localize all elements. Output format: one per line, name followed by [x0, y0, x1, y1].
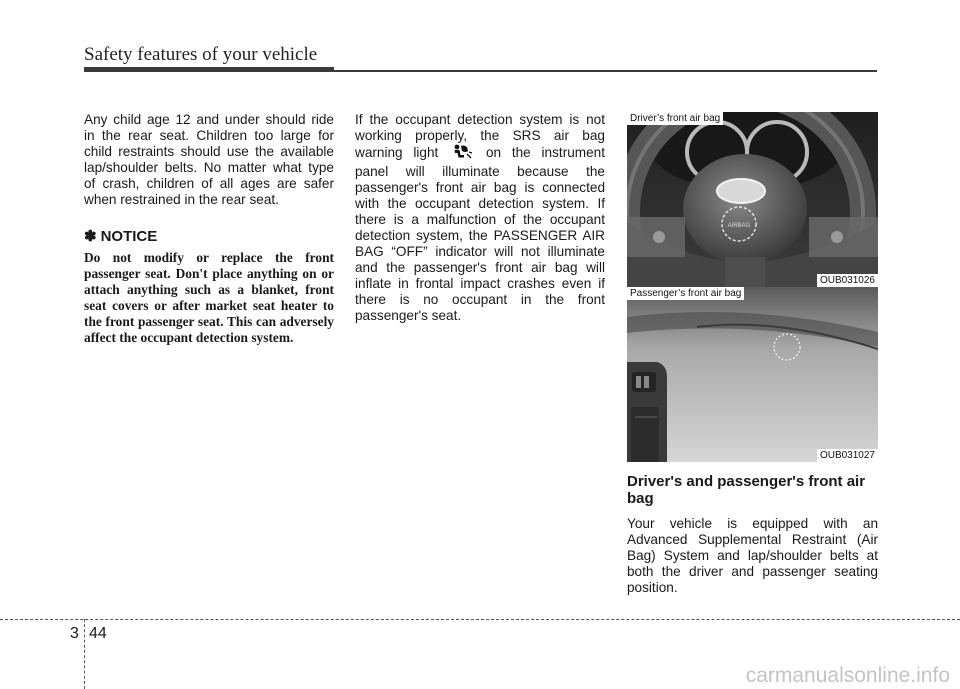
- steering-wheel-illustration: [627, 112, 878, 287]
- driver-airbag-figure: [627, 112, 878, 287]
- dashboard-illustration: [627, 287, 878, 462]
- passenger-airbag-figure-code: OUB031027: [817, 449, 878, 462]
- notice-title: NOTICE: [100, 227, 158, 245]
- driver-airbag-label: Driver’s front air bag: [627, 112, 723, 125]
- page-number: 44: [89, 625, 107, 642]
- header-rule-thin: [334, 70, 877, 72]
- airbag-emblem-text: AIRBAG: [727, 223, 751, 229]
- footer-rule-vertical: [84, 619, 85, 689]
- occupant-detection-paragraph: [355, 112, 605, 324]
- passenger-airbag-label: Passenger’s front air bag: [627, 287, 744, 300]
- header-rule-thick: [84, 67, 334, 72]
- child-seating-paragraph: Any child age 12 and under should ride in the rear seat. Children too large for child restraints should use the available lap/shoulder belts. No matter what type of crash, children of all ages are safer when restrained in the rear seat.: [84, 112, 334, 207]
- chapter-number: 3: [70, 625, 79, 642]
- notice-heading: [84, 227, 334, 245]
- watermark: carmanualsonline.info: [745, 664, 950, 687]
- paragraph-text-end: on the instrument panel will illuminate because the passenger's front air bag is connected with the occupant detection system. If there is a malfunction of the occupant detection system, the PASSENGER AIR BAG “OFF” indicator will not illuminate and the passenger's front air bag will inflate in frontal impact crashes even if there is no occupant in the front passenger's seat.: [355, 145, 605, 323]
- front-airbag-section-text: Your vehicle is equipped with an Advanced Supplemental Restraint (Air Bag) System and lap/shoulder belts at both the driver and passenger seating position.: [627, 516, 878, 595]
- middle-column: [355, 112, 605, 324]
- left-column: [84, 112, 334, 346]
- paragraph-text-start: If the occupant detection system is not working properly, the SRS air bag warning light: [355, 112, 605, 160]
- page-header-title: Safety features of your vehicle: [84, 44, 318, 65]
- notice-text: Do not modify or replace the front passenger seat. Don't place anything on or attach anything such as a blanket, front seat covers or after market seat heater to the front passenger seat. This can adversely affect the occupant detection system.: [84, 250, 334, 345]
- front-airbag-section-title: Driver's and passenger's front air bag: [627, 473, 866, 507]
- passenger-airbag-figure: [627, 287, 878, 462]
- right-column: [627, 112, 878, 596]
- driver-airbag-figure-code: OUB031026: [817, 274, 878, 287]
- footer-rule-horizontal: [0, 619, 960, 620]
- notice-star-icon: ✽: [84, 228, 97, 245]
- passenger-airbag-warning-icon: [451, 144, 473, 164]
